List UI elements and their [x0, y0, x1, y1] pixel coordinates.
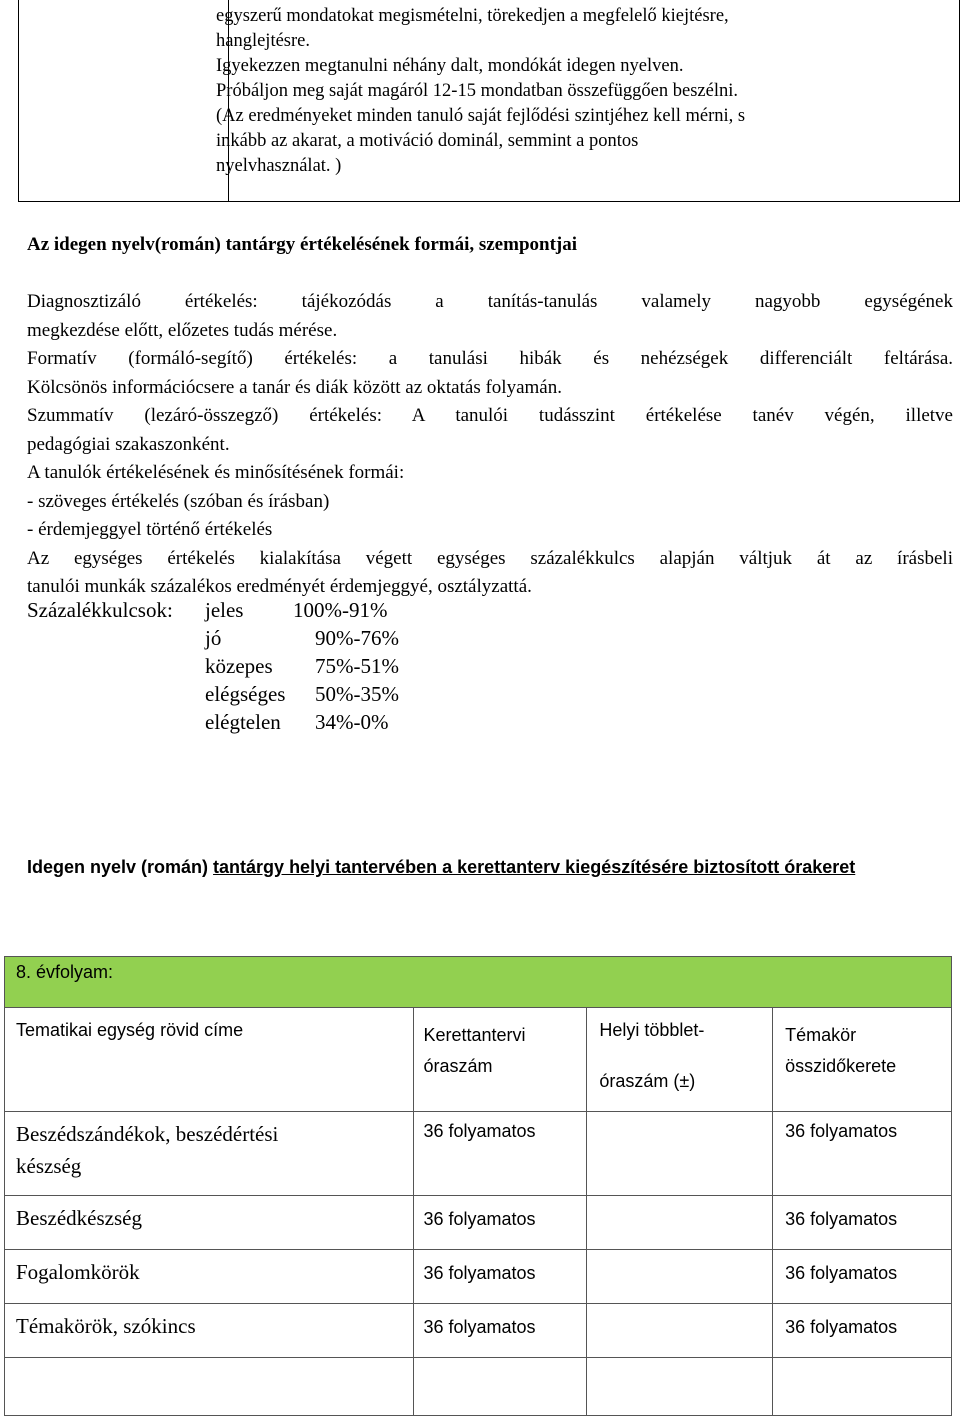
- empty-cell: [5, 1358, 414, 1416]
- grade-range: 75%-51%: [315, 654, 399, 678]
- table-cell: [587, 1196, 773, 1250]
- table-cell: [773, 1304, 952, 1358]
- column-header-line: összidőkerete: [785, 1056, 897, 1076]
- diagnostic-line-1: Diagnosztizáló értékelés: tájékozódás a tanítás-tanulás valamely nagyobb egységének: [27, 291, 953, 312]
- percent-keys-label: Százalékkulcsok:: [27, 598, 173, 622]
- table-cell: [773, 1112, 952, 1196]
- hours-heading-underlined: tantárgy helyi tantervében a kerettanterv kiegészítésére biztosított órakeret: [213, 857, 856, 877]
- requirement-line: hanglejtésre.: [216, 31, 310, 51]
- grade-range: 50%-35%: [315, 682, 399, 706]
- diagnostic-line-2: megkezdése előtt, előzetes tudás mérése.: [27, 319, 338, 341]
- form-item: - érdemjeggyel történő értékelés: [27, 519, 273, 540]
- kerettantervi-value: 36 folyamatos: [423, 1121, 536, 1141]
- table-cell: [414, 1112, 587, 1196]
- table-row-title: [5, 1304, 414, 1358]
- kerettantervi-value: 36 folyamatos: [423, 1209, 536, 1229]
- osszido-value: 36 folyamatos: [785, 1263, 898, 1283]
- empty-cell: [587, 1358, 773, 1416]
- section-heading: Az idegen nyelv(román) tantárgy értékelésének formái, szempontjai: [27, 234, 578, 255]
- hours-heading-plain: Idegen nyelv (román): [27, 857, 214, 877]
- table-cell: [773, 1196, 952, 1250]
- column-header: [414, 1008, 587, 1112]
- osszido-value: 36 folyamatos: [785, 1209, 898, 1229]
- form-item: - szöveges értékelés (szóban és írásban): [27, 490, 330, 512]
- summative-line-2: pedagógiai szakaszonként.: [27, 433, 230, 455]
- row-title-line: Beszédkészség: [16, 1206, 142, 1230]
- requirement-line: nyelvhasználat. ): [216, 156, 342, 176]
- column-header-line: Témakör: [785, 1025, 857, 1045]
- column-header-title: Tematikai egység rövid címe: [16, 1020, 244, 1040]
- formative-line-2: Kölcsönös információcsere a tanár és diák között az oktatás folyamán.: [27, 376, 562, 398]
- row-title-line: Témakörök, szókincs: [16, 1314, 196, 1338]
- kerettantervi-value: 36 folyamatos: [423, 1263, 536, 1283]
- empty-cell: [414, 1358, 587, 1416]
- column-header: [773, 1008, 952, 1112]
- row-title-line: Beszédszándékok, beszédértési: [16, 1122, 279, 1146]
- grade-range: 34%-0%: [315, 710, 389, 734]
- hours-table: [4, 956, 952, 1416]
- requirement-line: Igyekezzen megtanulni néhány dalt, mondókát idegen nyelven.: [216, 56, 684, 76]
- grade-name: jeles: [205, 598, 244, 622]
- table-row-title: [5, 1250, 414, 1304]
- osszido-value: 36 folyamatos: [785, 1317, 898, 1337]
- forms-title: A tanulók értékelésének és minősítésének formái:: [27, 462, 405, 483]
- table-cell: [414, 1304, 587, 1358]
- evaluation-paragraphs: [27, 288, 953, 602]
- grade-range: 100%-91%: [293, 598, 388, 622]
- unified-line-2: tanulói munkák százalékos eredményét érdemjeggyé, osztályzattá.: [27, 576, 532, 597]
- grade-header-cell: [5, 957, 952, 1008]
- grade-name: elégtelen: [205, 710, 281, 734]
- grade-name: jó: [205, 626, 222, 650]
- column-header-line: Kerettantervi: [423, 1025, 526, 1045]
- table-cell: [414, 1250, 587, 1304]
- osszido-value: 36 folyamatos: [785, 1121, 898, 1141]
- table-cell: [414, 1196, 587, 1250]
- empty-cell: [773, 1358, 952, 1416]
- column-header: [587, 1008, 773, 1112]
- column-header-line: Helyi többlet-: [599, 1020, 705, 1040]
- table-row-title: [5, 1196, 414, 1250]
- table-cell: [773, 1250, 952, 1304]
- grade-label: 8. évfolyam:: [16, 962, 114, 982]
- table-cell: [587, 1250, 773, 1304]
- table-cell: [587, 1304, 773, 1358]
- table-row-title: [5, 1112, 414, 1196]
- kerettantervi-value: 36 folyamatos: [423, 1317, 536, 1337]
- grade-name: elégséges: [205, 682, 286, 706]
- grade-name: közepes: [205, 654, 273, 678]
- formative-line-1: Formatív (formáló-segítő) értékelés: a tanulási hibák és nehézségek differenciált feltárása.: [27, 348, 953, 369]
- requirement-line: inkább az akarat, a motiváció dominál, semmint a pontos: [216, 131, 639, 151]
- column-header-line: óraszám (±): [599, 1071, 696, 1091]
- unified-line-1: Az egységes értékelés kialakítása végett egységes százalékkulcs alapján váltjuk át az írásbeli: [27, 547, 953, 569]
- grade-range: 90%-76%: [315, 626, 399, 650]
- row-title-line: készség: [16, 1154, 82, 1178]
- hours-heading: [27, 857, 855, 878]
- requirement-line: Próbáljon meg saját magáról 12-15 mondatban összefüggően beszélni.: [216, 81, 738, 101]
- column-header-line: óraszám: [423, 1056, 493, 1076]
- requirements-text: [0, 0, 745, 179]
- column-header: [5, 1008, 414, 1112]
- row-title-line: Fogalomkörök: [16, 1260, 140, 1284]
- requirement-line: egyszerű mondatokat megismételni, törekedjen a megfelelő kiejtésre,: [216, 6, 729, 26]
- summative-line-1: Szummatív (lezáró-összegző) értékelés: A tanulói tudásszint értékelése tanév végén, illetve: [27, 405, 953, 426]
- requirement-line: (Az eredményeket minden tanuló saját fejlődési szintjéhez kell mérni, s: [216, 106, 746, 126]
- table-cell: [587, 1112, 773, 1196]
